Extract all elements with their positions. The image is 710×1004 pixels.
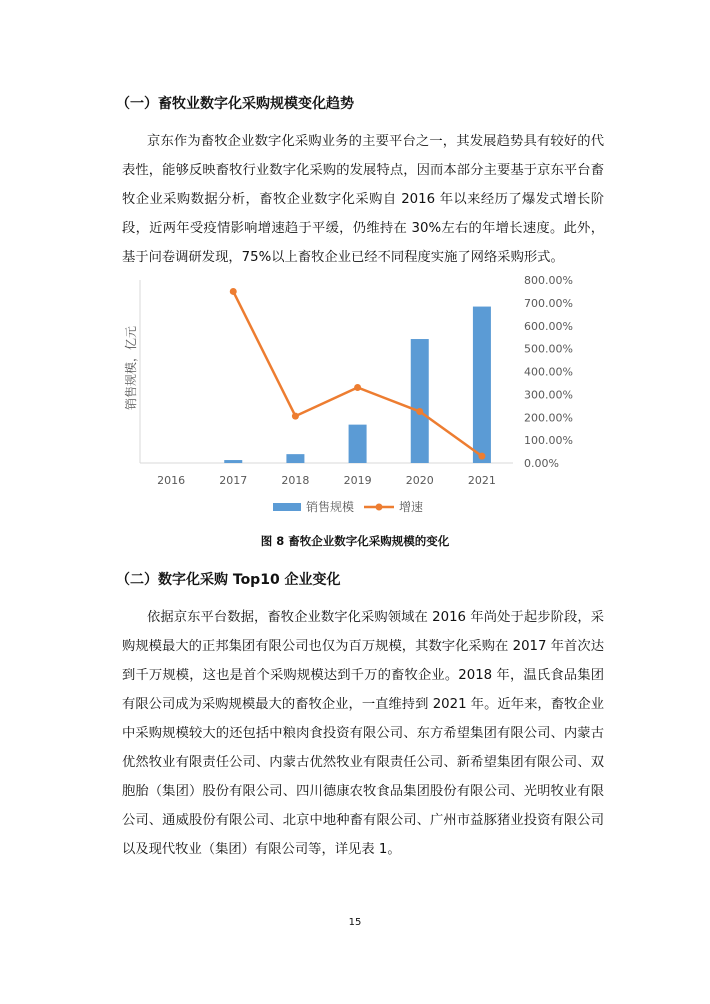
legend-label-growth: 增速 <box>399 500 424 514</box>
sales-bar-2019 <box>349 425 367 463</box>
sales-chart <box>118 268 608 530</box>
x-tick-2017: 2017 <box>219 474 248 487</box>
legend-bar-swatch <box>273 503 301 511</box>
growth-point-2018 <box>292 413 299 420</box>
right-tick-6: 600.00% <box>524 319 573 333</box>
section-heading-1: （一）畜牧业数字化采购规模变化趋势 <box>116 96 354 112</box>
figure-caption: 图 8 畜牧企业数字化采购规模的变化 <box>260 534 450 548</box>
sales-bar-2018 <box>286 454 304 463</box>
right-tick-3: 300.00% <box>524 388 573 402</box>
right-tick-1: 100.00% <box>524 434 573 448</box>
growth-point-2020 <box>416 408 423 415</box>
x-tick-2020: 2020 <box>405 474 434 487</box>
growth-point-2017 <box>230 288 237 295</box>
sales-bar-2020 <box>411 339 429 463</box>
growth-point-2021 <box>478 453 485 460</box>
right-tick-4: 400.00% <box>524 365 573 379</box>
sales-bar-2017 <box>224 460 242 463</box>
x-tick-2016: 2016 <box>157 474 186 487</box>
right-tick-labels <box>524 274 573 470</box>
plot-frame <box>140 280 513 463</box>
right-tick-5: 500.00% <box>524 342 573 356</box>
x-tick-2018: 2018 <box>281 474 310 487</box>
legend <box>273 499 423 514</box>
right-tick-7: 700.00% <box>524 296 573 310</box>
y-axis-label: 销售规模，亿元 <box>124 325 138 411</box>
growth-point-2019 <box>354 384 361 391</box>
section-heading-2: （二）数字化采购 Top10 企业变化 <box>116 572 341 588</box>
x-tick-2021: 2021 <box>467 474 496 487</box>
right-tick-8: 800.00% <box>524 274 573 287</box>
sales-bar-2021 <box>473 307 491 463</box>
right-tick-0: 0.00% <box>524 457 559 470</box>
section-paragraph-1: 京东作为畜牧企业数字化采购业务的主要平台之一，其发展趋势具有较好的代表性，能够反映畜牧行业数字化采购的发展特点，因而本部分主要基于京东平台畜牧企业采购数据分析，畜牧企业数字化采购自 2016 年以来经历了爆发式增长阶段，近两年受疫情影响增速趋于平缓，仍维持在 30%左右的年增长速度。此外，基于问卷调研发现，75%以上畜牧企业已经不同程度实施了网络采购形式。 <box>122 134 604 265</box>
page-number: 15 <box>348 917 362 928</box>
x-tick-2019: 2019 <box>343 474 372 487</box>
right-tick-2: 200.00% <box>524 411 573 425</box>
legend-line-marker <box>376 504 383 511</box>
section-paragraph-2: 依据京东平台数据，畜牧企业数字化采购领域在 2016 年尚处于起步阶段，采购规模最大的正邦集团有限公司也仅为百万规模，其数字化采购在 2017 年首次达到千万规模，这也是首个采购规模达到千万的畜牧企业。2018 年，温氏食品集团有限公司成为采购规模最大的畜牧企业，一直维持到 2021 年。近年来，畜牧企业中采购规模较大的还包括中粮肉食投资有限公司、东方希望集团有限公司、内蒙古优然牧业有限责任公司、内蒙古优然牧业有限责任公司、新希望集团有限公司、双胞胎（集团）股份有限公司、四川德康农牧食品集团股份有限公司、光明牧业有限公司、通威股份有限公司、北京中地种畜有限公司、广州市益豚猪业投资有限公司以及现代牧业（集团）有限公司等，详见表 1。 <box>122 610 604 857</box>
x-tick-labels <box>157 474 496 487</box>
legend-label-sales: 销售规模 <box>306 500 355 514</box>
